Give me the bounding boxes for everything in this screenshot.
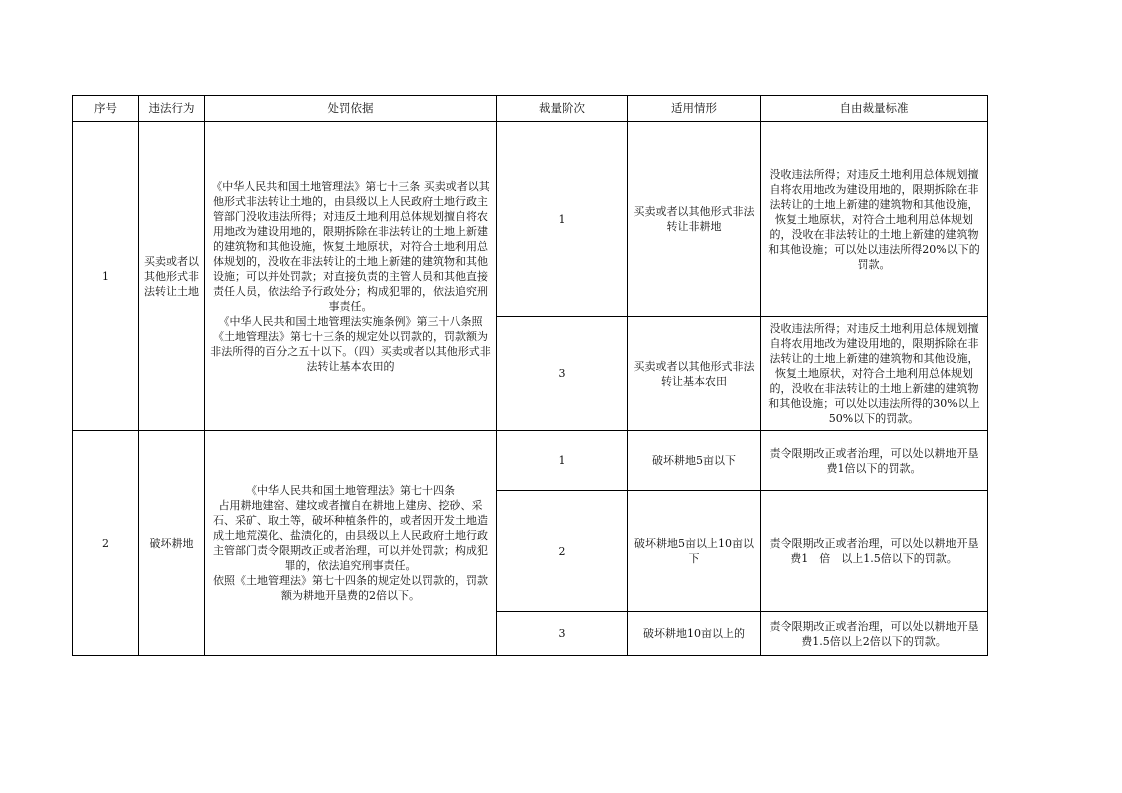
header-standard: 自由裁量标准 <box>761 96 988 122</box>
applicable-situation: 破坏耕地10亩以上的 <box>628 612 761 656</box>
discretion-standard: 责令限期改正或者治理，可以处以耕地开垦费1.5倍以上2倍以下的罚款。 <box>761 612 988 656</box>
discretion-standard: 责令限期改正或者治理，可以处以耕地开垦费1倍以下的罚款。 <box>761 431 988 491</box>
applicable-situation: 买卖或者以其他形式非法转让基本农田 <box>628 317 761 431</box>
discretion-level: 1 <box>497 122 628 317</box>
header-situation: 适用情形 <box>628 96 761 122</box>
discretion-level: 3 <box>497 317 628 431</box>
table-row <box>73 431 988 491</box>
header-level: 裁量阶次 <box>497 96 628 122</box>
penalty-basis-text: 《中华人民共和国土地管理法》第七十三条 买卖或者以其他形式非法转让土地的，由县级以上人民政府土地行政主管部门没收违法所得；对违反土地利用总体规划擅自将农用地改为建设用地的，限期拆除在非法转让的土地上新建的建筑物和其他设施，恢复土地原状，对符合土地利用总体规划的，没收在非法转让的土地上新建的建筑物和其他设施；可以并处罚款；对直接负责的主管人员和其他直接责任人员，依法给予行政处分；构成犯罪的，依法追究刑事责任。 《中华人民共和国土地管理法实施条例》第三十八条照《土地管理法》第七十三条的规定处以罚款的，罚款额为非法所得的百分之五十以下。（四）买卖或者以其他形式非法转让基本农田的 <box>210 179 491 373</box>
discretion-standard: 责令限期改正或者治理，可以处以耕地开垦费1 倍 以上1.5倍以下的罚款。 <box>761 491 988 612</box>
table-row <box>73 122 988 317</box>
header-row <box>73 96 988 122</box>
discretion-standard: 没收违法所得；对违反土地利用总体规划擅自将农用地改为建设用地的，限期拆除在非法转让的土地上新建的建筑物和其他设施，恢复土地原状，对符合土地利用总体规划的，没收在非法转让的土地上新建的建筑物和其他设施；可以处以违法所得的30%以上50%以下的罚款。 <box>761 317 988 431</box>
row-number: 1 <box>73 122 139 431</box>
discretion-level: 1 <box>497 431 628 491</box>
penalty-table <box>72 95 988 656</box>
header-no: 序号 <box>73 96 139 122</box>
row-number: 2 <box>73 431 139 656</box>
discretion-standard: 没收违法所得；对违反土地利用总体规划擅自将农用地改为建设用地的，限期拆除在非法转让的土地上新建的建筑物和其他设施，恢复土地原状，对符合土地利用总体规划的，没收在非法转让的土地上新建的建筑物和其他设施；可以处以违法所得20%以下的罚款。 <box>761 122 988 317</box>
discretion-level: 2 <box>497 491 628 612</box>
violation-act: 买卖或者以其他形式非法转让土地 <box>139 122 205 431</box>
penalty-basis-text: 《中华人民共和国土地管理法》第七十四条 占用耕地建窑、建坟或者擅自在耕地上建房、挖砂、采石、采矿、取土等，破坏种植条件的，或者因开发土地造成土地荒漠化、盐渍化的，由县级以上人民政府土地行政主管部门责令限期改正或者治理，可以并处罚款；构成犯罪的，依法追究刑事责任。 依照《土地管理法》第七十四条的规定处以罚款的，罚款额为耕地开垦费的2倍以下。 <box>213 484 488 602</box>
applicable-situation: 买卖或者以其他形式非法转让非耕地 <box>628 122 761 317</box>
header-act: 违法行为 <box>139 96 205 122</box>
violation-act: 破坏耕地 <box>139 431 205 656</box>
applicable-situation: 破坏耕地5亩以上10亩以下 <box>628 491 761 612</box>
discretion-level: 3 <box>497 612 628 656</box>
header-basis: 处罚依据 <box>205 96 497 122</box>
penalty-basis <box>205 431 497 656</box>
penalty-basis <box>205 122 497 431</box>
applicable-situation: 破坏耕地5亩以下 <box>628 431 761 491</box>
